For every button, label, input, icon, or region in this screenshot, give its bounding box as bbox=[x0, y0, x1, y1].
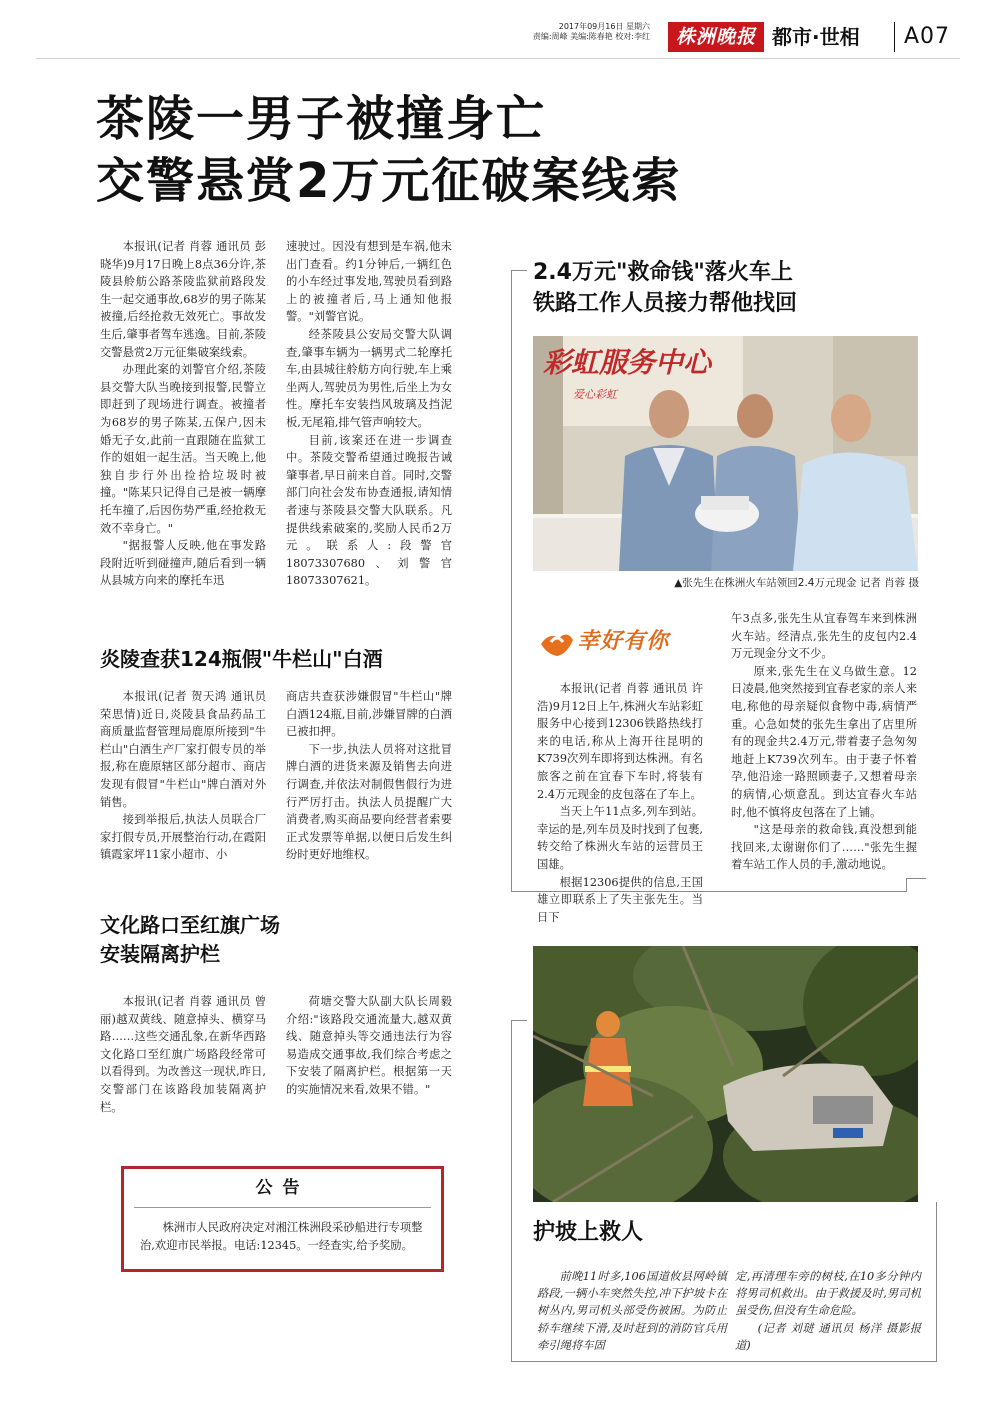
frame-line bbox=[906, 878, 926, 879]
paragraph: 接到举报后,执法人员联合厂家打假专员,开展整治行动,在霞阳镇霞家坪11家小超市、小 bbox=[100, 813, 266, 862]
railing-headline-line1: 文化路口至红旗广场 bbox=[100, 913, 280, 937]
frame-line bbox=[511, 1020, 512, 1362]
sign-text: 彩虹服务中心 bbox=[543, 346, 712, 379]
paragraph: 经茶陵县公安局交警大队调查,肇事车辆为一辆男式二轮摩托车,由县城往舲舫方向行驶,车上乘坐两人,驾驶员为男性,后坐上为女性。摩托车安装挡风玻璃及挡泥板,无尾箱,排气管声响较大。 bbox=[286, 327, 452, 429]
lucky-you-text: 幸好有你 bbox=[577, 629, 670, 654]
main-headline-line2: 交警悬赏2万元征破案线索 bbox=[96, 153, 682, 209]
paragraph: 商店共查获涉嫌假冒"牛栏山"牌白酒124瓶,目前,涉嫌冒牌的白酒已被扣押。 bbox=[286, 690, 452, 739]
wine-headline: 炎陵查获124瓶假"牛栏山"白酒 bbox=[100, 647, 383, 671]
hands-heart-icon bbox=[537, 622, 577, 662]
notice-title: 公告 bbox=[255, 1178, 310, 1198]
masthead-divider bbox=[894, 22, 895, 52]
paragraph: 本报讯(记者 肖蓉 通讯员 曾丽)越双黄线、随意掉头、横穿马路……这些交通乱象,在新华西路文化路口至红旗广场路段经常可以看得到。为改善这一现状,昨日,交警部门在该路段加装隔离护栏。 bbox=[100, 995, 266, 1114]
railing-story-column-2 bbox=[286, 993, 452, 1099]
service-center-photo-illustration bbox=[533, 336, 918, 571]
frame-line bbox=[511, 270, 527, 271]
service-photo-caption: ▲张先生在株洲火车站领回2.4万元现金 记者 肖蓉 摄 bbox=[674, 577, 919, 589]
newspaper-logo: 株洲晚报 bbox=[668, 22, 764, 52]
paragraph: 办理此案的刘警官介绍,茶陵县交警大队当晚接到报警,民警立即赶到了现场进行调查。被撞者为68岁的男子陈某,五保户,因未婚无子女,此前一直跟随在监狱工作的姐姐一起生活。当天晚上,他独自步行外出捡拾垃圾时被撞。"陈某只记得自己是被一辆摩托车撞了,后因伤势严重,经抢救无效不幸身亡。" bbox=[100, 363, 266, 535]
paragraph: 当天上午11点多,列车到站。幸运的是,列车员及时找到了包裹,转交给了株洲火车站的运营员王国雄。 bbox=[537, 805, 703, 871]
rescue-photo-illustration bbox=[533, 946, 918, 1202]
paragraph: 午3点多,张先生从宜春驾车来到株洲火车站。经清点,张先生的皮包内2.4万元现金分文不少。 bbox=[731, 612, 917, 661]
rescue-headline: 护坡上救人 bbox=[533, 1220, 644, 1245]
paragraph: "这是母亲的救命钱,真没想到能找回来,太谢谢你们了……"张先生握着车站工作人员的手,激动地说。 bbox=[731, 823, 917, 872]
top-rule bbox=[36, 58, 960, 59]
frame-line bbox=[511, 270, 512, 892]
issue-date: 2017年09月16日 星期六 bbox=[558, 22, 650, 31]
masthead-meta bbox=[450, 22, 650, 42]
main-story-column-2 bbox=[286, 238, 452, 590]
money-headline-line1: 2.4万元"救命钱"落火车上 bbox=[533, 260, 793, 285]
paragraph: 原来,张先生在义乌做生意。12日凌晨,他突然接到宜春老家的亲人来电,称他的母亲疑似食物中毒,病情严重。心急如焚的张先生拿出了店里所有的现金共2.4万元,带着妻子急匆匆地赶上K739次列车。由于妻子怀着孕,他沿途一路照顾妻子,又想着母亲的病情,心烦意乱。到达宜春火车站时,他不慎将皮包落在了上铺。 bbox=[731, 664, 917, 819]
service-center-photo bbox=[533, 336, 918, 571]
paragraph: (记者 刘琎 通讯员 杨洋 摄影报道) bbox=[735, 1321, 921, 1352]
main-headline-line1: 茶陵一男子被撞身亡 bbox=[96, 91, 547, 147]
paragraph: 速驶过。因没有想到是车祸,他未出门查看。约1分钟后,一辆红色的小车经过事发地,驾驶员看到路上的被撞者后,马上通知他报警。"刘警官说。 bbox=[286, 240, 452, 324]
page-number: A07 bbox=[904, 24, 951, 49]
rescue-story-column-2 bbox=[735, 1268, 921, 1354]
money-story-column-1 bbox=[537, 680, 703, 926]
money-headline bbox=[533, 257, 797, 319]
frame-line bbox=[511, 1361, 937, 1362]
lucky-you-logo bbox=[537, 620, 719, 664]
paragraph: 本报讯(记者 肖蓉 通讯员 彭晓华)9月17日晚上8点36分许,茶陵县舲舫公路茶陵监狱前路段发生一起交通事故,68岁的男子陈某被撞,后经抢救无效死亡。事故发生后,肇事者驾车逃逸。目前,茶陵交警悬赏2万元征集破案线索。 bbox=[100, 240, 266, 359]
paragraph: 目前,该案还在进一步调查中。茶陵交警希望通过晚报告诫肇事者,早日前来自首。同时,交警部门向社会发布协查通报,请知情者速与茶陵县交警大队联系。凡提供线索破案的,奖励人民币2万元。联系人:段警官 18073307680、刘警官18073307621。 bbox=[286, 433, 452, 588]
railing-story-column-1 bbox=[100, 993, 266, 1116]
notice-box bbox=[121, 1166, 444, 1272]
sign-subtext: 爱心彩虹 bbox=[573, 388, 617, 401]
paragraph: 前晚11时多,106国道攸县网岭镇路段,一辆小车突然失控,冲下护坡卡在树丛内,男司机头部受伤被困。为防止轿车继续下滑,及时赶到的消防官兵用牵引绳将车固 bbox=[537, 1270, 727, 1352]
paragraph: "据报警人反映,他在事发路段附近听到碰撞声,随后看到一辆从县城方向来的摩托车迅 bbox=[100, 539, 266, 588]
paragraph: 定,再清理车旁的树枝,在10多分钟内将男司机救出。由于救援及时,男司机虽受伤,但没有生命危险。 bbox=[735, 1270, 921, 1318]
paragraph: 根据12306提供的信息,王国雄立即联系上了失主张先生。当日下 bbox=[537, 875, 703, 924]
frame-line bbox=[936, 1202, 937, 1362]
editor-credits: 责编:周峰 美编:陈春艳 校对:李红 bbox=[532, 32, 650, 41]
main-headline bbox=[96, 88, 681, 212]
money-headline-line2: 铁路工作人员接力帮他找回 bbox=[533, 291, 798, 316]
rescue-photo bbox=[533, 946, 918, 1202]
masthead bbox=[520, 18, 960, 58]
notice-body: 株洲市人民政府决定对湘江株洲段采砂船进行专项整治,欢迎市民举报。电话:12345。一经查实,给予奖励。 bbox=[140, 1221, 423, 1252]
paragraph: 下一步,执法人员将对这批冒牌白酒的进货来源及销售去向进行调查,并依法对制假售假行为进行严厉打击。执法人员提醒广大消费者,购买商品要向经营者索要正式发票等单据,以便日后发生纠纷时更好地维权。 bbox=[286, 742, 452, 862]
paragraph: 荷塘交警大队副大队长周毅介绍:"该路段交通流量大,越双黄线、随意掉头等交通违法行为容易造成交通事故,我们综合考虑之下安装了隔离护栏。根据第一天的实施情况来看,效果不错。" bbox=[286, 995, 452, 1096]
rescue-story-column-1 bbox=[537, 1268, 727, 1354]
wine-story-column-1 bbox=[100, 688, 266, 864]
section-name: 都市·世相 bbox=[772, 25, 860, 49]
frame-line bbox=[906, 878, 907, 892]
paragraph: 本报讯(记者 肖蓉 通讯员 许浩)9月12日上午,株洲火车站彩虹服务中心接到12306铁路热线打来的电话,称从上海开往昆明的K739次列车即将到达株洲。有名旅客之前在宜春下车时,将装有2.4万元现金的皮包落在了车上。 bbox=[537, 682, 703, 801]
main-story-column-1 bbox=[100, 238, 266, 590]
paragraph: 本报讯(记者 贺天鸿 通讯员 荣思情)近日,炎陵县食品药品工商质量监督管理局鹿原所接到"牛栏山"白酒生产厂家打假专员的举报,称在鹿原辖区部分超市、商店发现有假冒"牛栏山"牌白酒对外销售。 bbox=[100, 690, 266, 809]
wine-story-column-2 bbox=[286, 688, 452, 864]
money-story-column-2 bbox=[731, 610, 917, 874]
notice-divider bbox=[134, 1207, 431, 1208]
railing-headline bbox=[100, 911, 280, 969]
frame-line bbox=[511, 1020, 527, 1021]
railing-headline-line2: 安装隔离护栏 bbox=[100, 942, 220, 966]
